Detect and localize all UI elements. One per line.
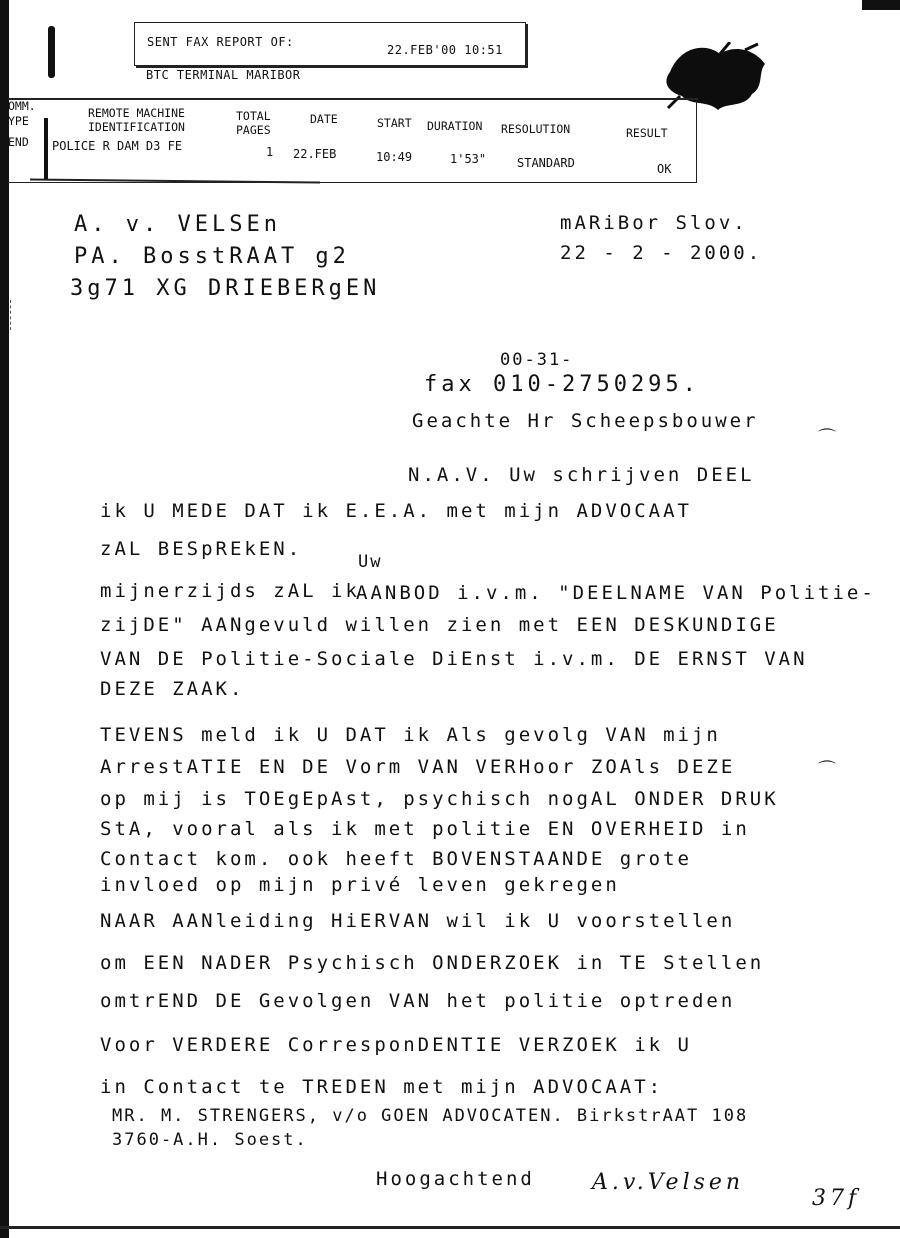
letter-line-4a: mijnerzijds zAL ik [100,580,360,602]
insert-uw: Uw [358,552,383,572]
cell-pages: 1 [266,145,274,159]
letter-line-18: in Contact te TREDEN met mijn ADVOCAAT: [100,1076,664,1098]
scan-edge-top-right [862,0,900,10]
letter-line-10: op mij is TOEgEpAst, psychisch nogAL ONDER DRUK [100,788,779,810]
scan-mark [48,26,55,78]
scan-ticks [10,300,23,330]
fax-terminal: BTC TERMINAL MARIBOR [146,68,301,82]
letter-line-2: ik U MEDE DAT ik E.E.A. met mijn ADVOCAAT [100,500,692,522]
row-label-type: YPE [8,114,29,128]
letter-line-3: zAL BESpREkEN. [100,538,303,560]
sender-name: A. v. VELSEn [74,212,281,237]
letter-line-1: N.A.V. Uw schrijven DEEL [408,464,755,486]
letter-line-17: Voor VERDERE CorresponDENTIE VERZOEK ik U [100,1034,692,1056]
fax-number: fax 010-2750295. [424,372,700,397]
letter-place: mARiBor Slov. [560,212,748,234]
header-duration: DURATION [427,119,483,133]
salutation: Geachte Hr Scheepsbouwer [412,410,759,432]
caret-mark: ⌒ [818,428,836,449]
letter-line-9: ArrestATIE EN DE Vorm VAN VERHoor ZOAls DEZE [100,756,736,778]
letter-line-19: MR. M. STRENGERS, v/o GOEN ADVOCATEN. BirkstrAAT 108 [112,1106,749,1126]
cell-date: 22.FEB [293,147,337,161]
letter-line-20: 3760-A.H. Soest. [112,1130,308,1150]
header-total: TOTAL [236,109,271,123]
letter-line-11: StA, vooral als ik met politie EN OVERHEID in [100,818,750,840]
cell-duration: 1'53" [450,152,487,166]
fax-report-title: SENT FAX REPORT OF: [147,35,294,49]
row-label-send: END [8,135,29,149]
header-remote-2: IDENTIFICATION [88,120,185,134]
letter-line-16: omtrEND DE Gevolgen VAN het politie optreden [100,990,736,1012]
cell-resolution: STANDARD [517,156,575,170]
header-resolution: RESOLUTION [501,122,571,136]
letter-line-13: invloed op mijn privé leven gekregen [100,874,620,896]
fax-prefix: 00-31- [500,350,574,370]
header-start: START [377,116,412,130]
letter-line-7: DEZE ZAAK. [100,678,245,700]
scan-edge-left [0,0,9,1238]
header-remote-1: REMOTE MACHINE [88,106,185,120]
letter-line-15: om EEN NADER Psychisch ONDERZOEK in TE Stellen [100,952,765,974]
letter-line-8: TEVENS meld ik U DAT ik Als gevolg VAN mijn [100,724,721,746]
letter-line-12: Contact kom. ook heeft BOVENSTAANDE grote [100,848,692,870]
header-result: RESULT [626,126,668,140]
letter-line-4b: AANBOD i.v.m. "DEELNAME VAN Politie- [356,582,876,604]
header-pages: PAGES [236,123,271,137]
sender-city: 3g71 XG DRIEBERgEN [70,276,381,301]
cell-remote: POLICE R DAM D3 FE [52,139,183,153]
sender-street: PA. BosstRAAT g2 [74,244,350,269]
cell-result: OK [657,162,672,176]
letter-date: 22 - 2 - 2000. [560,242,763,264]
letter-line-14: NAAR AANleiding HiERVAN wil ik U voorstellen [100,910,736,932]
signature: A.v.Velsen [592,1170,745,1195]
fax-report-datetime: 22.FEB'00 10:51 [387,43,503,57]
letter-line-5: zijDE" AANgevuld willen zien met EEN DESKUNDIGE [100,614,779,636]
caret-mark-2: ⌒ [818,760,836,781]
header-date: DATE [310,112,338,126]
page-mark: 37f [812,1186,861,1211]
letter-line-6: VAN DE Politie-Sociale DiEnst i.v.m. DE ERNST VAN [100,648,808,670]
fax-report-box [134,22,526,66]
closing: Hoogachtend [376,1168,535,1190]
table-tick [44,118,48,180]
scan-edge-bottom [0,1226,900,1229]
cell-start: 10:49 [376,150,413,164]
row-label-omm: OMM. [8,99,36,113]
